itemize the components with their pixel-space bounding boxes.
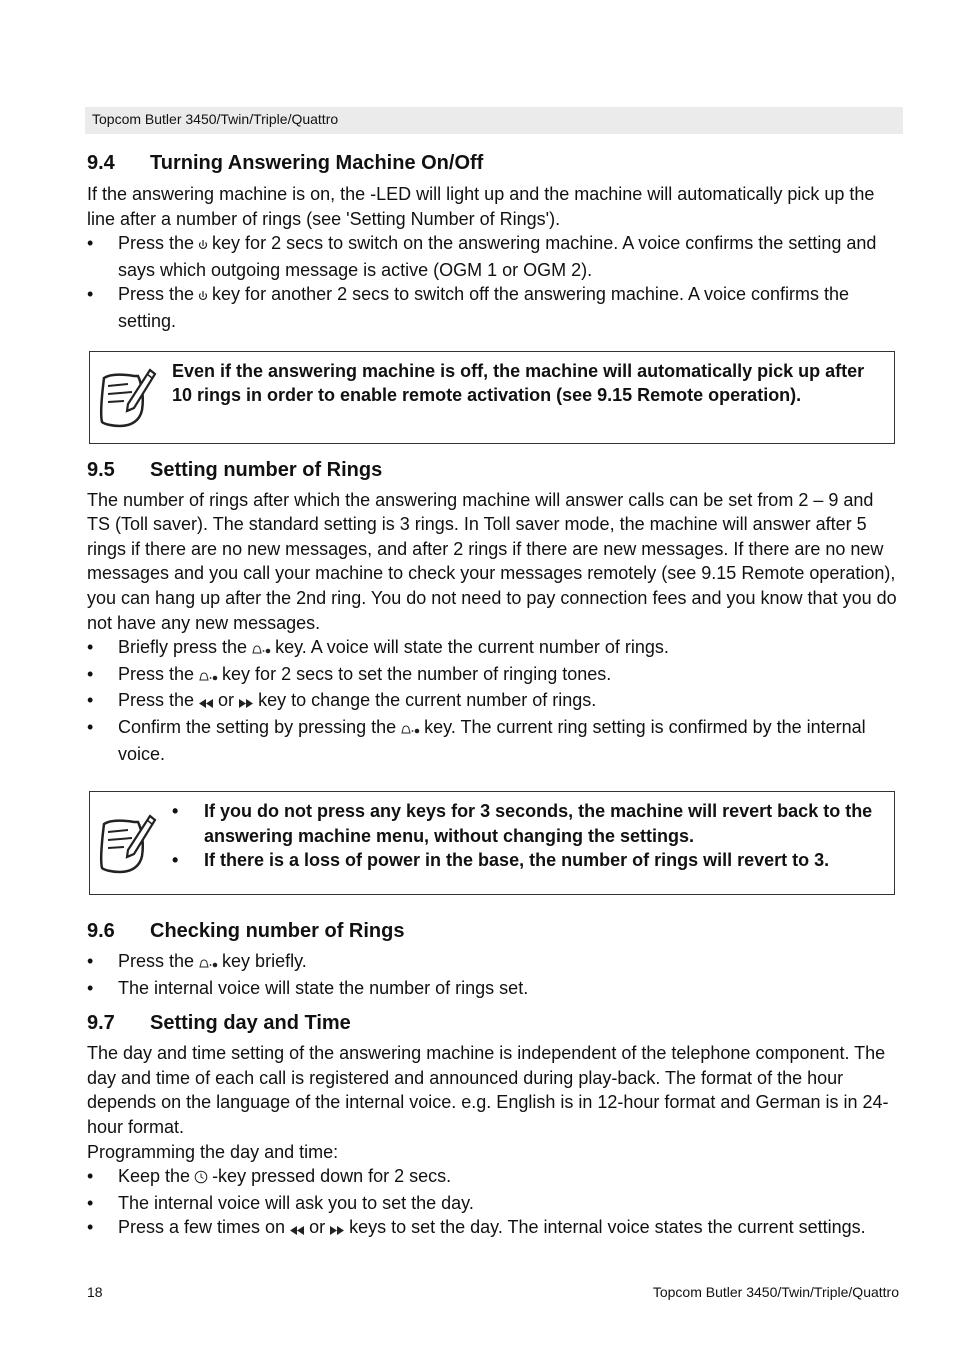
section-title: Turning Answering Machine On/Off xyxy=(150,152,484,174)
header-bar xyxy=(85,107,903,134)
bullet-text: Briefly press the xyxy=(118,637,248,658)
section-number: 9.6 xyxy=(87,920,115,943)
power-key-icon xyxy=(198,284,208,309)
list-item xyxy=(87,688,899,715)
note-list xyxy=(172,799,882,873)
bullet-text: keys to set the day. The internal voice states the current settings. xyxy=(349,1217,866,1238)
bullet-list xyxy=(87,231,899,333)
bullet-text: Keep the xyxy=(118,1166,191,1187)
ring-key-icon xyxy=(198,664,218,689)
list-item xyxy=(87,662,899,689)
note-box xyxy=(89,351,895,444)
note-pencil-icon xyxy=(98,810,158,881)
section-intro: The number of rings after which the answering machine will answer calls can be set from 2 – 9 and TS (Toll saver). The standard setting is 3 rings. In Toll saver mode, the machine will answer after 5 rings if there are no new messages, and after 2 rings if there are new messages. If there are no new messages and you call your machine to check your messages remotely (see 9.15 Remote operation), you can hang up after the 2nd ring. You do not need to pay connection fees and you know that you do not have any new messages. xyxy=(87,489,897,633)
note-text: If you do not press any keys for 3 seconds, the machine will revert back to the answering machine menu, without changing the settings. xyxy=(204,801,873,846)
ring-key-icon xyxy=(198,951,218,976)
forward-key-icon xyxy=(329,1217,345,1242)
section-intro: The day and time setting of the answering machine is independent of the telephone component. The day and time of each call is registered and announced during play-back. The format of the hour depends on the language of the internal voice. e.g. English is in 12-hour format and German is in 24-hour format. xyxy=(87,1043,889,1138)
list-item xyxy=(87,635,899,662)
bullet-text: key. A voice will state the current number of rings. xyxy=(275,637,669,658)
clock-key-icon xyxy=(194,1166,208,1191)
bullet-text: Press the xyxy=(118,951,195,972)
bullet-text: -key pressed down for 2 secs. xyxy=(212,1166,452,1187)
bullet: • xyxy=(172,801,179,822)
bullet-text: Press the xyxy=(118,284,195,305)
bullet-text: Confirm the setting by pressing the xyxy=(118,716,397,737)
bullet-text: Press a few times on xyxy=(118,1217,286,1238)
section-intro: If the answering machine is on, the -LED will light up and the machine will automatically pick up the line after a number of rings (see 'Setting Number of Rings'). xyxy=(87,184,875,229)
power-key-icon xyxy=(198,233,208,258)
bullet-text: or xyxy=(309,1217,326,1238)
section-title: Setting number of Rings xyxy=(150,458,383,481)
section-heading-9-6 xyxy=(87,918,899,944)
section-title: Setting day and Time xyxy=(150,1012,351,1035)
bullet-text: The internal voice will ask you to set the day. xyxy=(118,1192,474,1213)
ring-key-icon xyxy=(400,717,420,742)
bullet-text: key to change the current number of rings. xyxy=(258,690,597,711)
bullet: • xyxy=(87,284,94,305)
section-heading-9-4 xyxy=(87,150,899,176)
bullet: • xyxy=(87,690,94,711)
bullet: • xyxy=(87,716,94,737)
list-item xyxy=(87,231,899,282)
note-pencil-icon xyxy=(98,364,158,435)
bullet-text: Press the xyxy=(118,690,195,711)
bullet-text: key for 2 secs to set the number of ringing tones. xyxy=(222,663,612,684)
section-number: 9.4 xyxy=(87,152,115,174)
note-item xyxy=(172,848,882,873)
note-item xyxy=(172,799,882,848)
list-item xyxy=(87,1191,899,1216)
bullet-text: Press the xyxy=(118,663,195,684)
note-text: If there is a loss of power in the base, the number of rings will revert to 3. xyxy=(204,850,830,871)
note-text: Even if the answering machine is off, the machine will automatically pick up after 10 rings in order to enable remote activation (see 9.15 Remote operation). xyxy=(172,360,865,406)
list-item xyxy=(87,282,899,333)
bullet-text: key for 2 secs to switch on the answering machine. A voice confirms the setting and says which outgoing message is active (OGM 1 or OGM 2). xyxy=(118,233,877,280)
footer-page-number: 18 xyxy=(87,1284,103,1300)
header-title: Topcom Butler 3450/Twin/Triple/Quattro xyxy=(92,111,339,127)
programming-label: Programming the day and time: xyxy=(87,1141,339,1162)
section-number: 9.7 xyxy=(87,1012,115,1035)
bullet: • xyxy=(87,1192,94,1213)
list-item xyxy=(87,715,899,766)
bullet-text: or xyxy=(218,690,235,711)
footer-title: Topcom Butler 3450/Twin/Triple/Quattro xyxy=(652,1284,899,1300)
rewind-key-icon xyxy=(289,1217,305,1242)
bullet-text: key for another 2 secs to switch off the answering machine. A voice confirms the setting. xyxy=(118,284,850,331)
list-item xyxy=(87,1215,899,1242)
section-number: 9.5 xyxy=(87,458,115,481)
bullet-text: key briefly. xyxy=(222,951,307,972)
section-heading-9-7 xyxy=(87,1010,899,1036)
list-item xyxy=(87,1164,899,1191)
bullet: • xyxy=(87,977,94,998)
section-heading-9-5 xyxy=(87,457,899,483)
bullet-list xyxy=(87,949,899,1000)
bullet-text: Press the xyxy=(118,233,195,254)
bullet: • xyxy=(87,1217,94,1238)
forward-key-icon xyxy=(238,690,254,715)
page-content xyxy=(87,150,899,1242)
bullet: • xyxy=(87,637,94,658)
section-title: Checking number of Rings xyxy=(150,920,405,943)
list-item xyxy=(87,976,899,1001)
list-item xyxy=(87,949,899,976)
bullet: • xyxy=(87,951,94,972)
ring-key-icon xyxy=(251,637,271,662)
bullet-text: key. The current ring setting is confirmed by the internal voice. xyxy=(118,716,866,764)
bullet: • xyxy=(172,850,179,871)
bullet: • xyxy=(87,1166,94,1187)
bullet-list xyxy=(87,1164,899,1242)
note-box xyxy=(89,791,895,895)
bullet: • xyxy=(87,233,94,254)
bullet: • xyxy=(87,663,94,684)
rewind-key-icon xyxy=(198,690,214,715)
bullet-list xyxy=(87,635,899,766)
bullet-text: The internal voice will state the number of rings set. xyxy=(118,977,529,998)
